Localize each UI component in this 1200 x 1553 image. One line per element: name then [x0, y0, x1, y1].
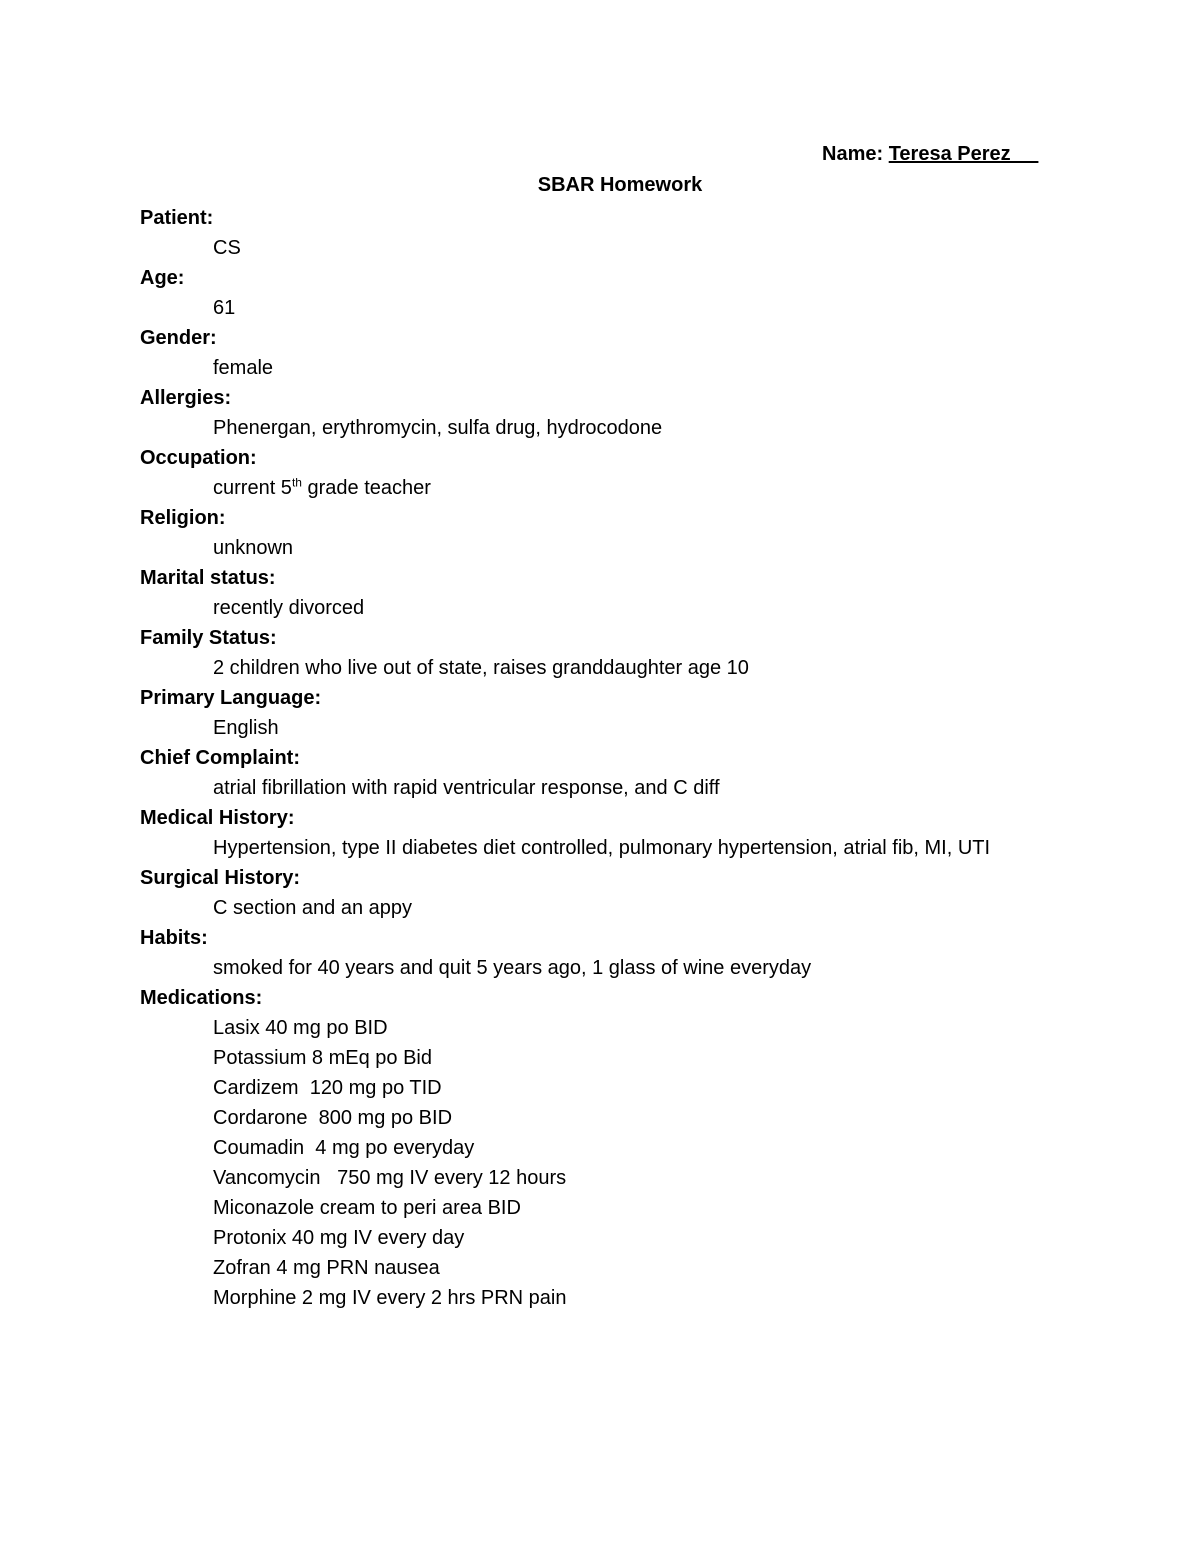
medical-history-value: Hypertension, type II diabetes diet controlled, pulmonary hypertension, atrial fib, MI, UTI — [213, 837, 991, 859]
age-label: Age: — [140, 267, 185, 289]
primary-language-label: Primary Language: — [140, 687, 322, 709]
allergies-label: Allergies: — [140, 387, 232, 409]
medication-item: Coumadin 4 mg po everyday — [213, 1137, 475, 1159]
occupation-value-superscript: th — [291, 475, 302, 490]
family-status-label: Family Status: — [140, 627, 277, 649]
family-status-value: 2 children who live out of state, raises granddaughter age 10 — [213, 657, 749, 679]
chief-complaint-label: Chief Complaint: — [140, 747, 300, 769]
surgical-history-label: Surgical History: — [140, 867, 301, 889]
occupation-value — [140, 473, 1040, 503]
allergies-value: Phenergan, erythromycin, sulfa drug, hydrocodone — [213, 417, 663, 439]
chief-complaint-value: atrial fibrillation with rapid ventricular response, and C diff — [213, 777, 720, 799]
student-name-line — [822, 143, 1038, 166]
habits-value: smoked for 40 years and quit 5 years ago, 1 glass of wine everyday — [213, 957, 812, 979]
document-title: SBAR Homework — [537, 174, 703, 196]
medication-item: Protonix 40 mg IV every day — [213, 1227, 465, 1249]
gender-value: female — [213, 357, 274, 379]
medication-item: Cardizem 120 mg po TID — [213, 1077, 442, 1099]
religion-value: unknown — [213, 537, 294, 559]
medication-item: Miconazole cream to peri area BID — [213, 1197, 521, 1219]
age-value: 61 — [213, 297, 236, 319]
medication-item: Lasix 40 mg po BID — [213, 1017, 388, 1039]
student-name-label: Name: — [822, 143, 889, 165]
surgical-history-value: C section and an appy — [213, 897, 413, 919]
patient-value: CS — [213, 237, 241, 259]
medication-item: Potassium 8 mEq po Bid — [213, 1047, 432, 1069]
medications-list — [140, 1013, 1040, 1313]
medications-label: Medications: — [140, 987, 263, 1009]
medication-item: Vancomycin 750 mg IV every 12 hours — [213, 1167, 567, 1189]
medication-item: Zofran 4 mg PRN nausea — [213, 1257, 440, 1279]
medication-item: Cordarone 800 mg po BID — [213, 1107, 453, 1129]
primary-language-value: English — [213, 717, 279, 739]
student-name-value: Teresa Perez — [888, 143, 1039, 165]
patient-label: Patient: — [140, 207, 214, 229]
religion-label: Religion: — [140, 507, 226, 529]
occupation-label: Occupation: — [140, 447, 257, 469]
occupation-value-rest: grade teacher — [301, 477, 431, 499]
medication-item: Morphine 2 mg IV every 2 hrs PRN pain — [213, 1287, 567, 1309]
occupation-value-main: current 5 — [213, 477, 292, 499]
patient-info-section — [140, 203, 1040, 1313]
marital-status-value: recently divorced — [213, 597, 365, 619]
habits-label: Habits: — [140, 927, 208, 949]
marital-status-label: Marital status: — [140, 567, 276, 589]
gender-label: Gender: — [140, 327, 217, 349]
medical-history-label: Medical History: — [140, 807, 295, 829]
